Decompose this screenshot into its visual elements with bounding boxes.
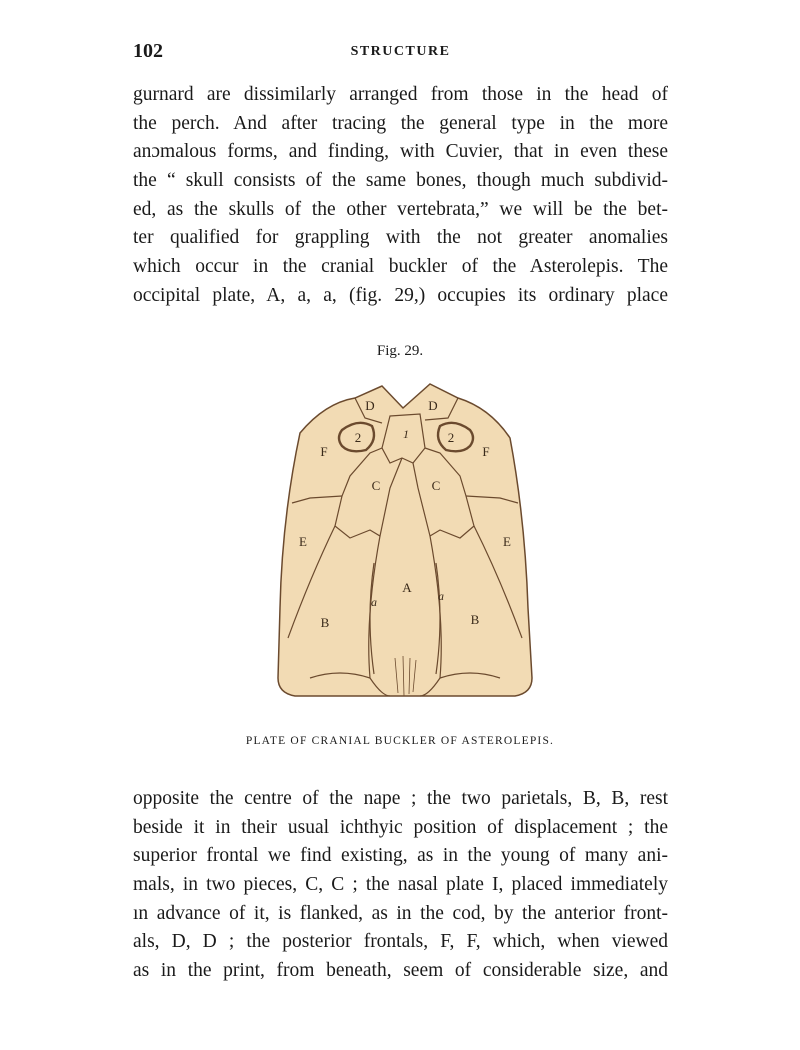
text-line: beside it in their usual ichthyic position of displacement ; the [133,816,668,838]
label-2-left: 2 [354,430,362,445]
paragraph-1 [133,81,668,311]
label-F-right: F [482,444,490,459]
text-line: anɔmalous forms, and finding, with Cuvier, that in even these [133,141,668,163]
figure-caption: PLATE OF CRANIAL BUCKLER OF ASTEROLEPIS. [245,735,555,747]
page-header [133,40,668,66]
label-a-left: a [371,595,377,609]
text-line: which occur in the cranial buckler of the Asterolepis. The [133,256,668,278]
label-D-left: D [365,398,375,413]
text-line: opposite the centre of the nape ; the two parietals, B, B, rest [133,788,668,809]
label-E-right: E [503,534,511,549]
text-line: ın advance of it, is flanked, as in the cod, by the anterior front- [133,902,668,924]
text-line: superior frontal we find existing, as in the young of many ani- [133,845,668,867]
label-B-right: B [470,612,480,627]
text-line: als, D, D ; the posterior frontals, F, F, which, when viewed [133,931,668,953]
text-line: ter qualified for grappling with the not greater anomalies [133,227,668,249]
page-number: 102 [133,40,163,62]
text-line: the “ skull consists of the same bones, though much subdivid- [133,170,668,192]
paragraph-2 [133,785,668,986]
label-C-right: C [431,478,441,493]
label-D-right: D [428,398,438,413]
text-line: as in the print, from beneath, seem of considerable size, and [133,960,668,982]
text-line: the perch. And after tracing the general type in the more [133,112,668,134]
label-C-left: C [371,478,381,493]
text-line: occipital plate, A, a, a, (fig. 29,) occupies its ordinary place [133,284,668,306]
label-F-left: F [320,444,328,459]
text-line: ed, as the skulls of the other vertebrata,” we will be the bet- [133,198,668,220]
text-line: mals, in two pieces, C, C ; the nasal plate I, placed immediately [133,874,668,896]
running-head: STRUCTURE [350,44,451,59]
figure-label: Fig. 29. [376,343,424,359]
label-E-left: E [299,534,307,549]
cranial-buckler-figure [270,378,540,713]
text-line: gurnard are dissimilarly arranged from those in the head of [133,84,668,105]
label-A: A [402,580,412,595]
label-2-right: 2 [447,430,455,445]
label-1: 1 [403,427,409,441]
cranial-plate-drawing [270,378,540,713]
label-B-left: B [320,615,330,630]
label-a-right: a [438,589,444,603]
